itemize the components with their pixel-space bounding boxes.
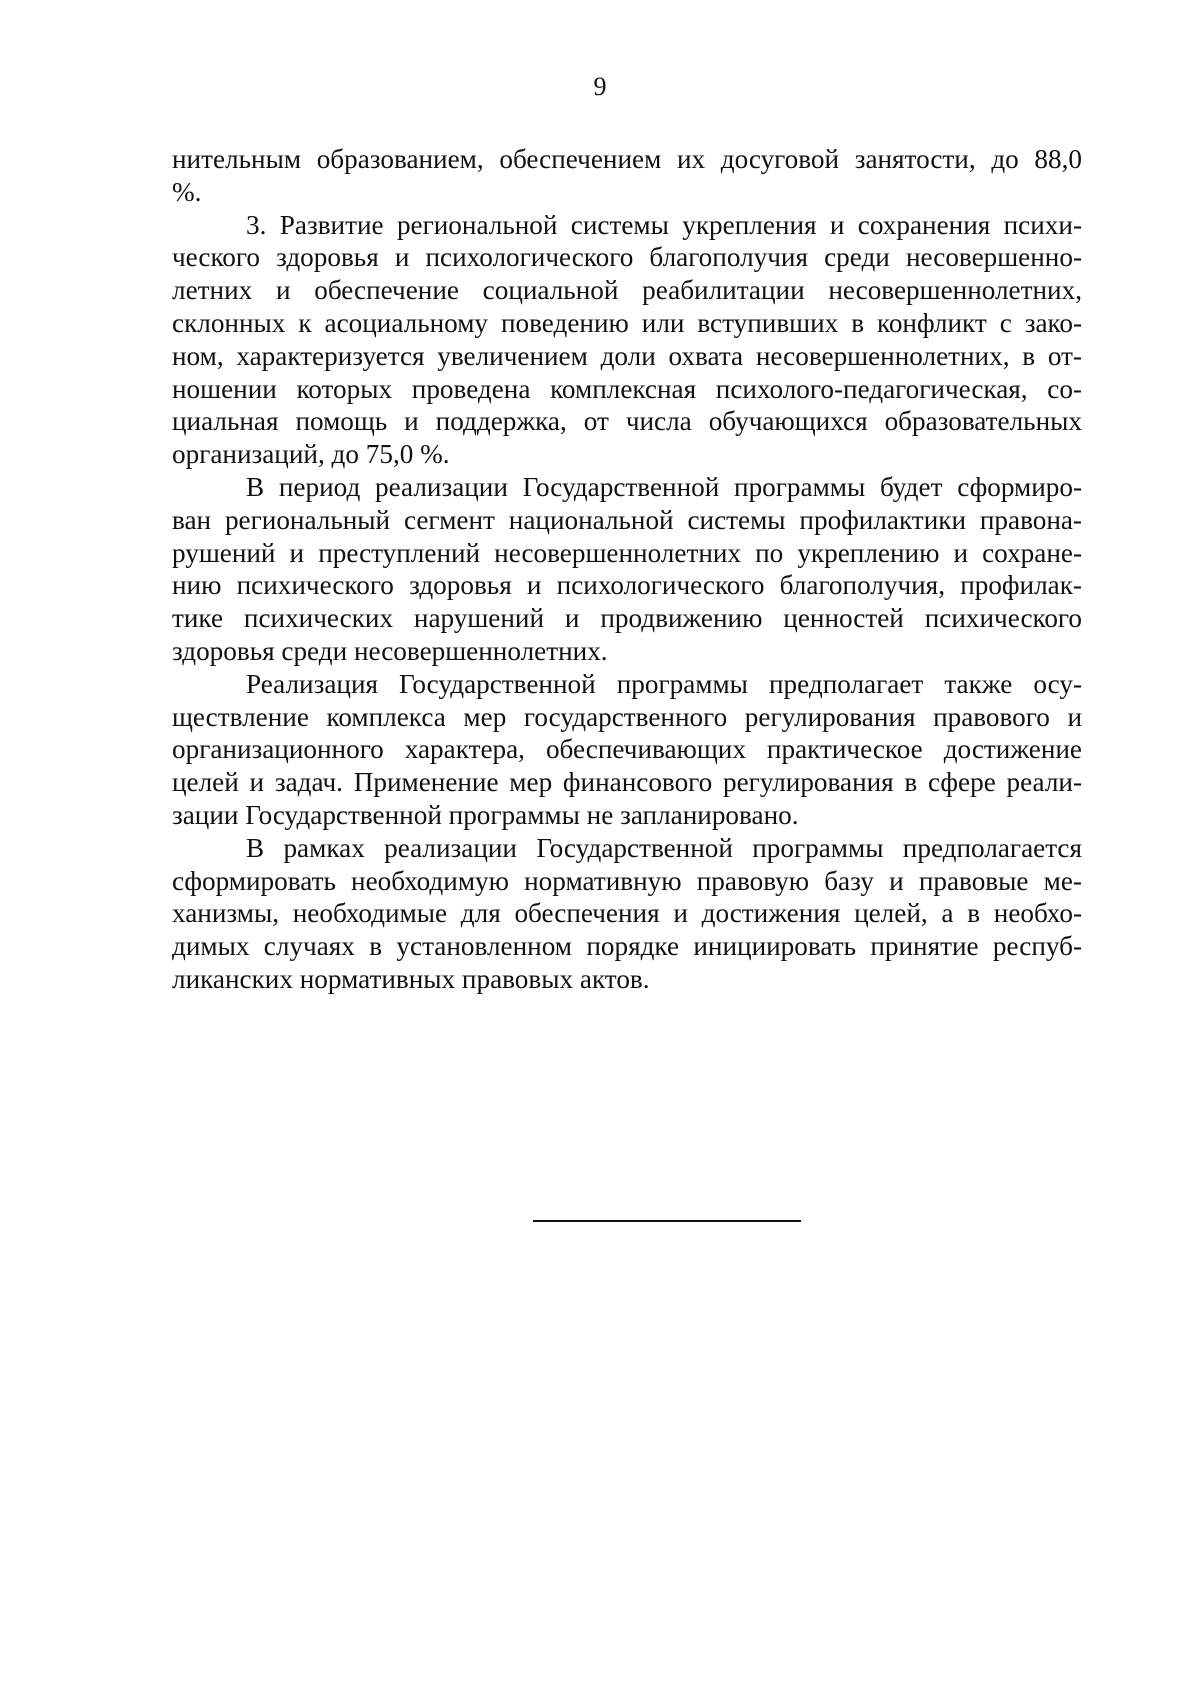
text-line: В период реализации Государственной программы будет сформиро- [246, 471, 1082, 502]
text-line: димых случаях в установленном порядке инициировать принятие респуб- [172, 931, 1082, 962]
text-line: ческого здоровья и психологического благополучия среди несовершенно- [172, 242, 1082, 273]
document-body [172, 143, 1082, 996]
text-line: ликанских нормативных правовых актов. [172, 963, 650, 994]
text-line: нию психического здоровья и психологического благополучия, профилак- [172, 570, 1082, 601]
text-line: Реализация Государственной программы предполагает также осу- [246, 668, 1082, 699]
text-line: нительным образованием, обеспечением их досуговой занятости, до 88,0 [172, 144, 1082, 174]
text-line: ществление комплекса мер государственного регулирования правового и [172, 701, 1082, 732]
text-line: здоровья среди несовершеннолетних. [172, 635, 608, 666]
paragraph-continuation [172, 143, 1082, 209]
text-line: целей и задач. Применение мер финансового регулирования в сфере реали- [172, 767, 1082, 798]
text-line: 3. Развитие региональной системы укрепления и сохранения психи- [246, 209, 1082, 240]
paragraph-regulation [172, 668, 1082, 832]
text-line: сформировать необходимую нормативную правовую базу и правовые ме- [172, 865, 1082, 896]
text-line: организаций, до 75,0 %. [172, 439, 450, 470]
paragraph-legal-base [172, 832, 1082, 996]
text-line: ван региональный сегмент национальной системы профилактики правона- [172, 504, 1082, 535]
text-line: %. [172, 176, 202, 207]
text-line: циальная помощь и поддержка, от числа обучающихся образовательных [172, 406, 1082, 437]
end-separator-line [533, 1220, 801, 1222]
text-line: тике психических нарушений и продвижению ценностей психического [172, 603, 1082, 634]
text-line: ном, характеризуется увеличением доли охвата несовершеннолетних, в от- [172, 340, 1082, 371]
text-line: летних и обеспечение социальной реабилитации несовершеннолетних, [172, 275, 1082, 306]
paragraph-item-3 [172, 209, 1082, 471]
text-line: В рамках реализации Государственной программы предполагается [246, 832, 1082, 863]
text-line: организационного характера, обеспечивающих практическое достижение [172, 734, 1082, 765]
text-line: склонных к асоциальному поведению или вступивших в конфликт с зако- [172, 307, 1082, 338]
page-number: 9 [593, 72, 607, 101]
paragraph-regional-segment [172, 471, 1082, 668]
text-line: зации Государственной программы не запланировано. [172, 799, 799, 830]
text-line: ханизмы, необходимые для обеспечения и достижения целей, а в необхо- [172, 898, 1082, 929]
text-line: ношении которых проведена комплексная психолого-педагогическая, со- [172, 373, 1082, 404]
text-line: рушений и преступлений несовершеннолетних по укреплению и сохране- [172, 537, 1082, 568]
